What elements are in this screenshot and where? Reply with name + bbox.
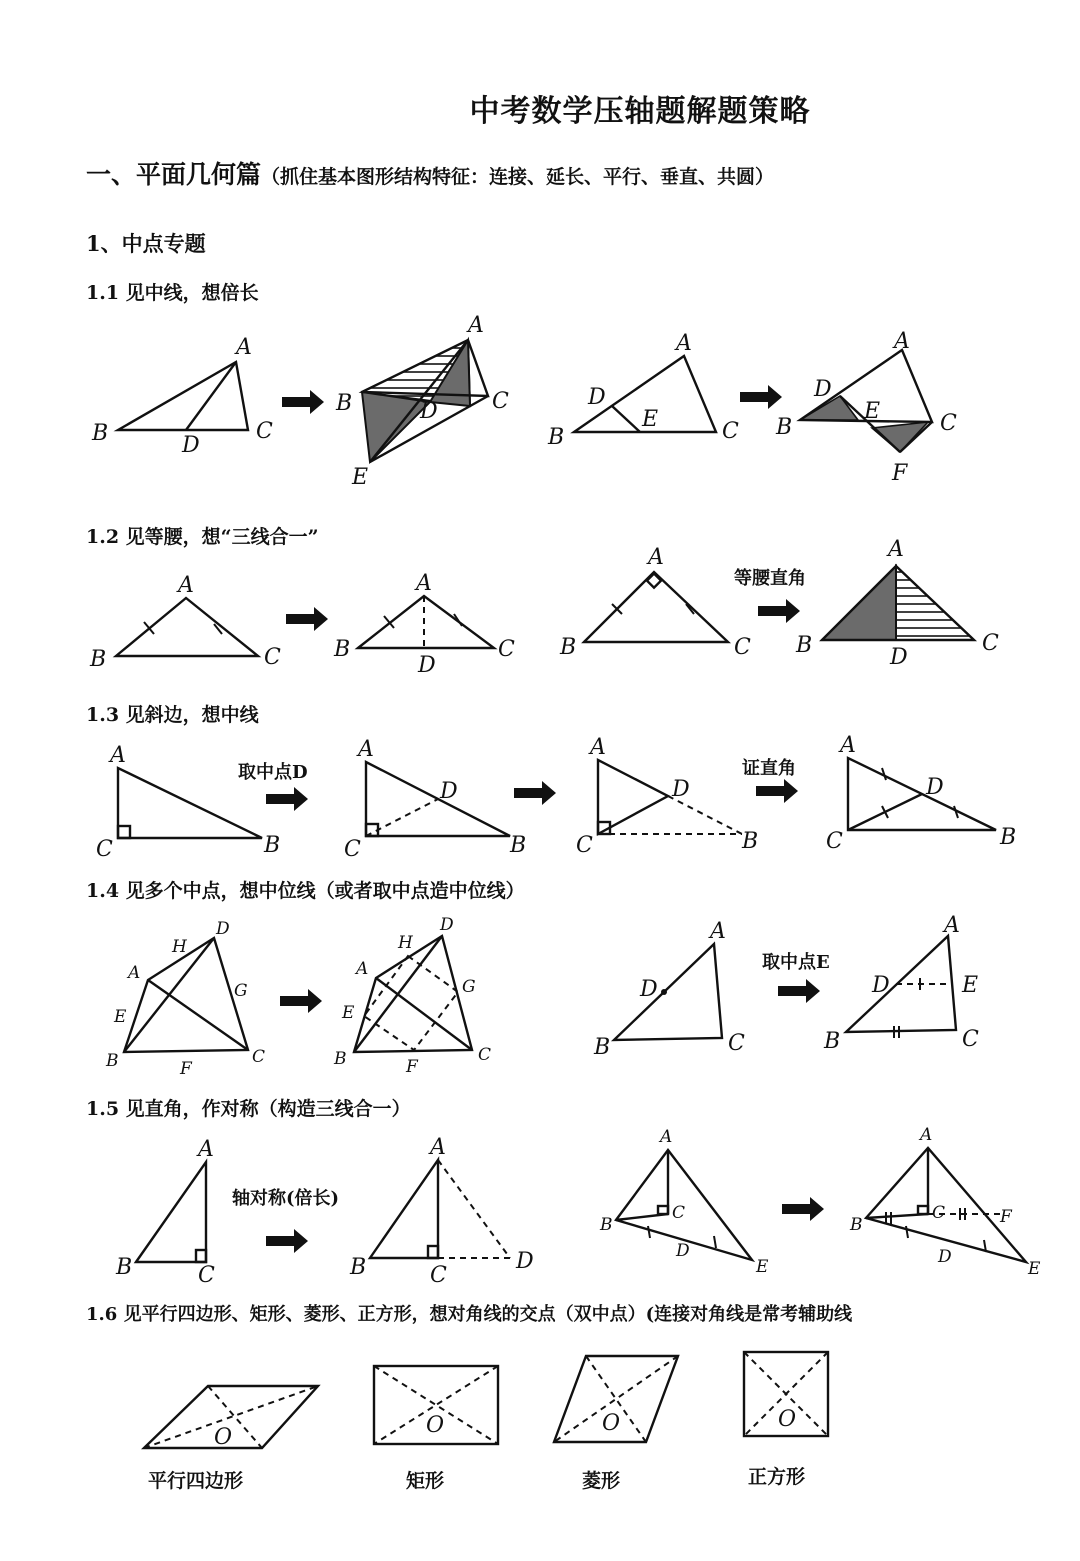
svg-text:F: F — [1000, 1207, 1012, 1227]
figure-right-angle-c — [115, 1137, 215, 1288]
caption-rectangle: 矩形 — [406, 1470, 445, 1492]
svg-text:A: A — [710, 919, 726, 944]
svg-text:B: B — [510, 833, 527, 858]
svg-text:B: B — [824, 1029, 841, 1054]
svg-text:E: E — [352, 465, 369, 490]
svg-text:D: D — [440, 915, 454, 935]
svg-text:D: D — [216, 919, 230, 939]
figure-quadrilateral-midpoints — [105, 919, 265, 1079]
figure-midline-de — [823, 913, 979, 1054]
svg-text:B: B — [106, 1051, 119, 1071]
svg-text:F: F — [406, 1057, 418, 1077]
svg-text:E: E — [114, 1007, 127, 1027]
arrow-icon — [266, 787, 308, 811]
svg-text:D: D — [418, 653, 436, 678]
svg-text:C: C — [264, 645, 281, 670]
figure-parallelogram — [144, 1386, 318, 1450]
svg-text:C: C — [198, 1263, 215, 1288]
svg-text:A: A — [944, 913, 960, 938]
svg-text:D: D — [926, 775, 944, 800]
svg-text:A: A — [430, 1135, 446, 1160]
svg-text:B: B — [850, 1215, 863, 1235]
section-label: 一、平面几何篇 — [86, 160, 262, 189]
arrow-icon — [756, 779, 798, 803]
svg-text:E: E — [962, 973, 979, 998]
svg-text:D: D — [814, 377, 832, 402]
svg-text:G: G — [462, 977, 476, 997]
svg-text:C: C — [256, 419, 273, 444]
page-title: 中考数学压轴题解题策略 — [469, 94, 811, 129]
svg-text:D: D — [516, 1249, 534, 1274]
label-axis-symmetry: 轴对称(倍长) — [232, 1188, 340, 1209]
topic-1-2: 1.2 见等腰，想“三线合一” — [86, 526, 319, 548]
svg-text:B: B — [334, 637, 351, 662]
svg-text:B: B — [264, 833, 281, 858]
svg-text:A: A — [358, 737, 374, 762]
svg-text:C: C — [498, 637, 515, 662]
figure-isosceles-altitude — [333, 571, 515, 678]
arrow-icon — [758, 599, 800, 623]
svg-text:B: B — [600, 1215, 613, 1235]
svg-text:C: C — [940, 411, 957, 436]
svg-text:A: A — [590, 735, 606, 760]
svg-text:B: B — [594, 1035, 611, 1060]
caption-square: 正方形 — [748, 1466, 806, 1488]
svg-text:B: B — [116, 1255, 133, 1280]
arrow-icon — [514, 781, 556, 805]
topic-1-6: 1.6 见平行四边形、矩形、菱形、正方形，想对角线的交点（双中点）(连接对角线是常考辅助线 — [86, 1304, 853, 1325]
arrow-icon — [266, 1229, 308, 1253]
figure-midpoint-parallelogram — [333, 915, 491, 1077]
arrow-icon — [282, 390, 324, 414]
svg-text:C: C — [478, 1045, 492, 1065]
figure-right-angle-reflected — [349, 1135, 534, 1288]
svg-text:A: A — [128, 963, 141, 983]
figure-rhombus — [554, 1356, 678, 1442]
section-note: （抓住基本图形结构特征：连接、延长、平行、垂直、共圆） — [261, 166, 775, 188]
arrow-icon — [782, 1197, 824, 1221]
caption-parallelogram: 平行四边形 — [148, 1470, 244, 1492]
svg-text:B: B — [92, 421, 109, 446]
svg-text:G: G — [234, 981, 248, 1001]
svg-text:D: D — [440, 779, 458, 804]
svg-text:D: D — [420, 399, 438, 424]
svg-text:C: C — [576, 833, 593, 858]
figure-prove-right-angle — [826, 733, 1016, 854]
svg-text:A: A — [356, 959, 369, 979]
svg-text:C: C — [826, 829, 843, 854]
svg-text:O: O — [426, 1413, 445, 1438]
svg-text:A: A — [236, 335, 252, 360]
svg-text:D: D — [588, 385, 606, 410]
figure-right-isosceles — [559, 545, 751, 660]
arrow-icon — [280, 989, 322, 1013]
svg-text:E: E — [864, 399, 881, 424]
svg-text:B: B — [350, 1255, 367, 1280]
topic-1-5: 1.5 见直角，作对称（构造三线合一） — [86, 1098, 411, 1120]
svg-text:C: C — [722, 419, 739, 444]
figure-median-doubled — [335, 313, 509, 490]
svg-text:F: F — [892, 461, 908, 486]
svg-text:C: C — [962, 1027, 979, 1052]
svg-text:E: E — [1028, 1259, 1041, 1279]
svg-text:B: B — [1000, 825, 1017, 850]
svg-text:B: B — [560, 635, 577, 660]
label-isosceles-right: 等腰直角 — [734, 568, 806, 589]
svg-text:A: A — [468, 313, 484, 338]
svg-text:D: D — [938, 1247, 952, 1267]
svg-text:D: D — [872, 973, 890, 998]
label-take-midpoint-d: 取中点D — [238, 762, 308, 783]
arrow-icon — [778, 979, 820, 1003]
svg-text:C: C — [982, 631, 999, 656]
svg-text:D: D — [672, 777, 690, 802]
figure-isosceles-triangle — [89, 573, 281, 672]
svg-text:A: A — [676, 331, 692, 356]
svg-text:D: D — [890, 645, 908, 670]
figure-square — [744, 1352, 828, 1436]
svg-text:B: B — [336, 391, 353, 416]
figure-midline-extended — [775, 329, 957, 486]
figure-right-triangle — [96, 743, 280, 862]
arrow-icon — [740, 385, 782, 409]
svg-text:C: C — [252, 1047, 266, 1067]
figure-triangle-midpoint-d — [593, 919, 745, 1060]
svg-text:A: A — [840, 733, 856, 758]
svg-text:C: C — [96, 837, 113, 862]
svg-text:A: A — [888, 537, 904, 562]
svg-text:C: C — [728, 1031, 745, 1056]
topic-1-1: 1.1 见中线，想倍长 — [86, 282, 259, 304]
svg-text:E: E — [642, 407, 659, 432]
svg-text:A: A — [660, 1127, 673, 1147]
svg-text:B: B — [334, 1049, 347, 1069]
svg-text:C: C — [672, 1203, 686, 1223]
svg-text:F: F — [180, 1059, 192, 1079]
svg-text:A: A — [178, 573, 194, 598]
svg-text:A: A — [920, 1125, 933, 1145]
svg-text:A: A — [894, 329, 910, 354]
topic-1-4: 1.4 见多个中点，想中位线（或者取中点造中位线） — [86, 880, 525, 902]
svg-text:B: B — [776, 415, 793, 440]
svg-text:B: B — [548, 425, 565, 450]
figure-hypotenuse-median — [344, 737, 526, 862]
figure-rectangle — [374, 1366, 498, 1444]
topic-1-3: 1.3 见斜边，想中线 — [86, 704, 259, 726]
svg-text:A: A — [198, 1137, 214, 1162]
svg-text:A: A — [110, 743, 126, 768]
svg-text:E: E — [342, 1003, 355, 1023]
figure-median-triangle — [91, 335, 273, 458]
svg-text:C: C — [734, 635, 751, 660]
svg-text:B: B — [796, 633, 813, 658]
svg-text:H: H — [172, 937, 187, 957]
svg-text:D: D — [182, 433, 200, 458]
svg-text:C: C — [932, 1203, 946, 1223]
svg-text:E: E — [756, 1257, 769, 1277]
figure-right-angle-complex — [599, 1127, 769, 1277]
figure-midline-triangle — [547, 331, 739, 450]
svg-text:O: O — [602, 1411, 621, 1436]
svg-text:C: C — [492, 389, 509, 414]
svg-text:C: C — [430, 1263, 447, 1288]
svg-text:A: A — [416, 571, 432, 596]
caption-rhombus: 菱形 — [582, 1470, 621, 1492]
svg-text:H: H — [398, 933, 413, 953]
svg-text:O: O — [778, 1407, 797, 1432]
figure-hypotenuse-shifted — [576, 735, 758, 858]
svg-text:B: B — [742, 829, 759, 854]
figure-right-isosceles-split — [795, 537, 999, 670]
label-prove-right-angle: 证直角 — [742, 758, 796, 779]
svg-text:O: O — [214, 1425, 233, 1450]
svg-text:D: D — [676, 1241, 690, 1261]
subsection-heading: 1、中点专题 — [86, 231, 206, 256]
figure-right-angle-complex-sym — [849, 1125, 1041, 1279]
svg-text:A: A — [648, 545, 664, 570]
label-take-midpoint-e: 取中点E — [762, 952, 830, 973]
svg-text:D: D — [640, 977, 658, 1002]
svg-text:B: B — [90, 647, 107, 672]
svg-text:C: C — [344, 837, 361, 862]
arrow-icon — [286, 607, 328, 631]
